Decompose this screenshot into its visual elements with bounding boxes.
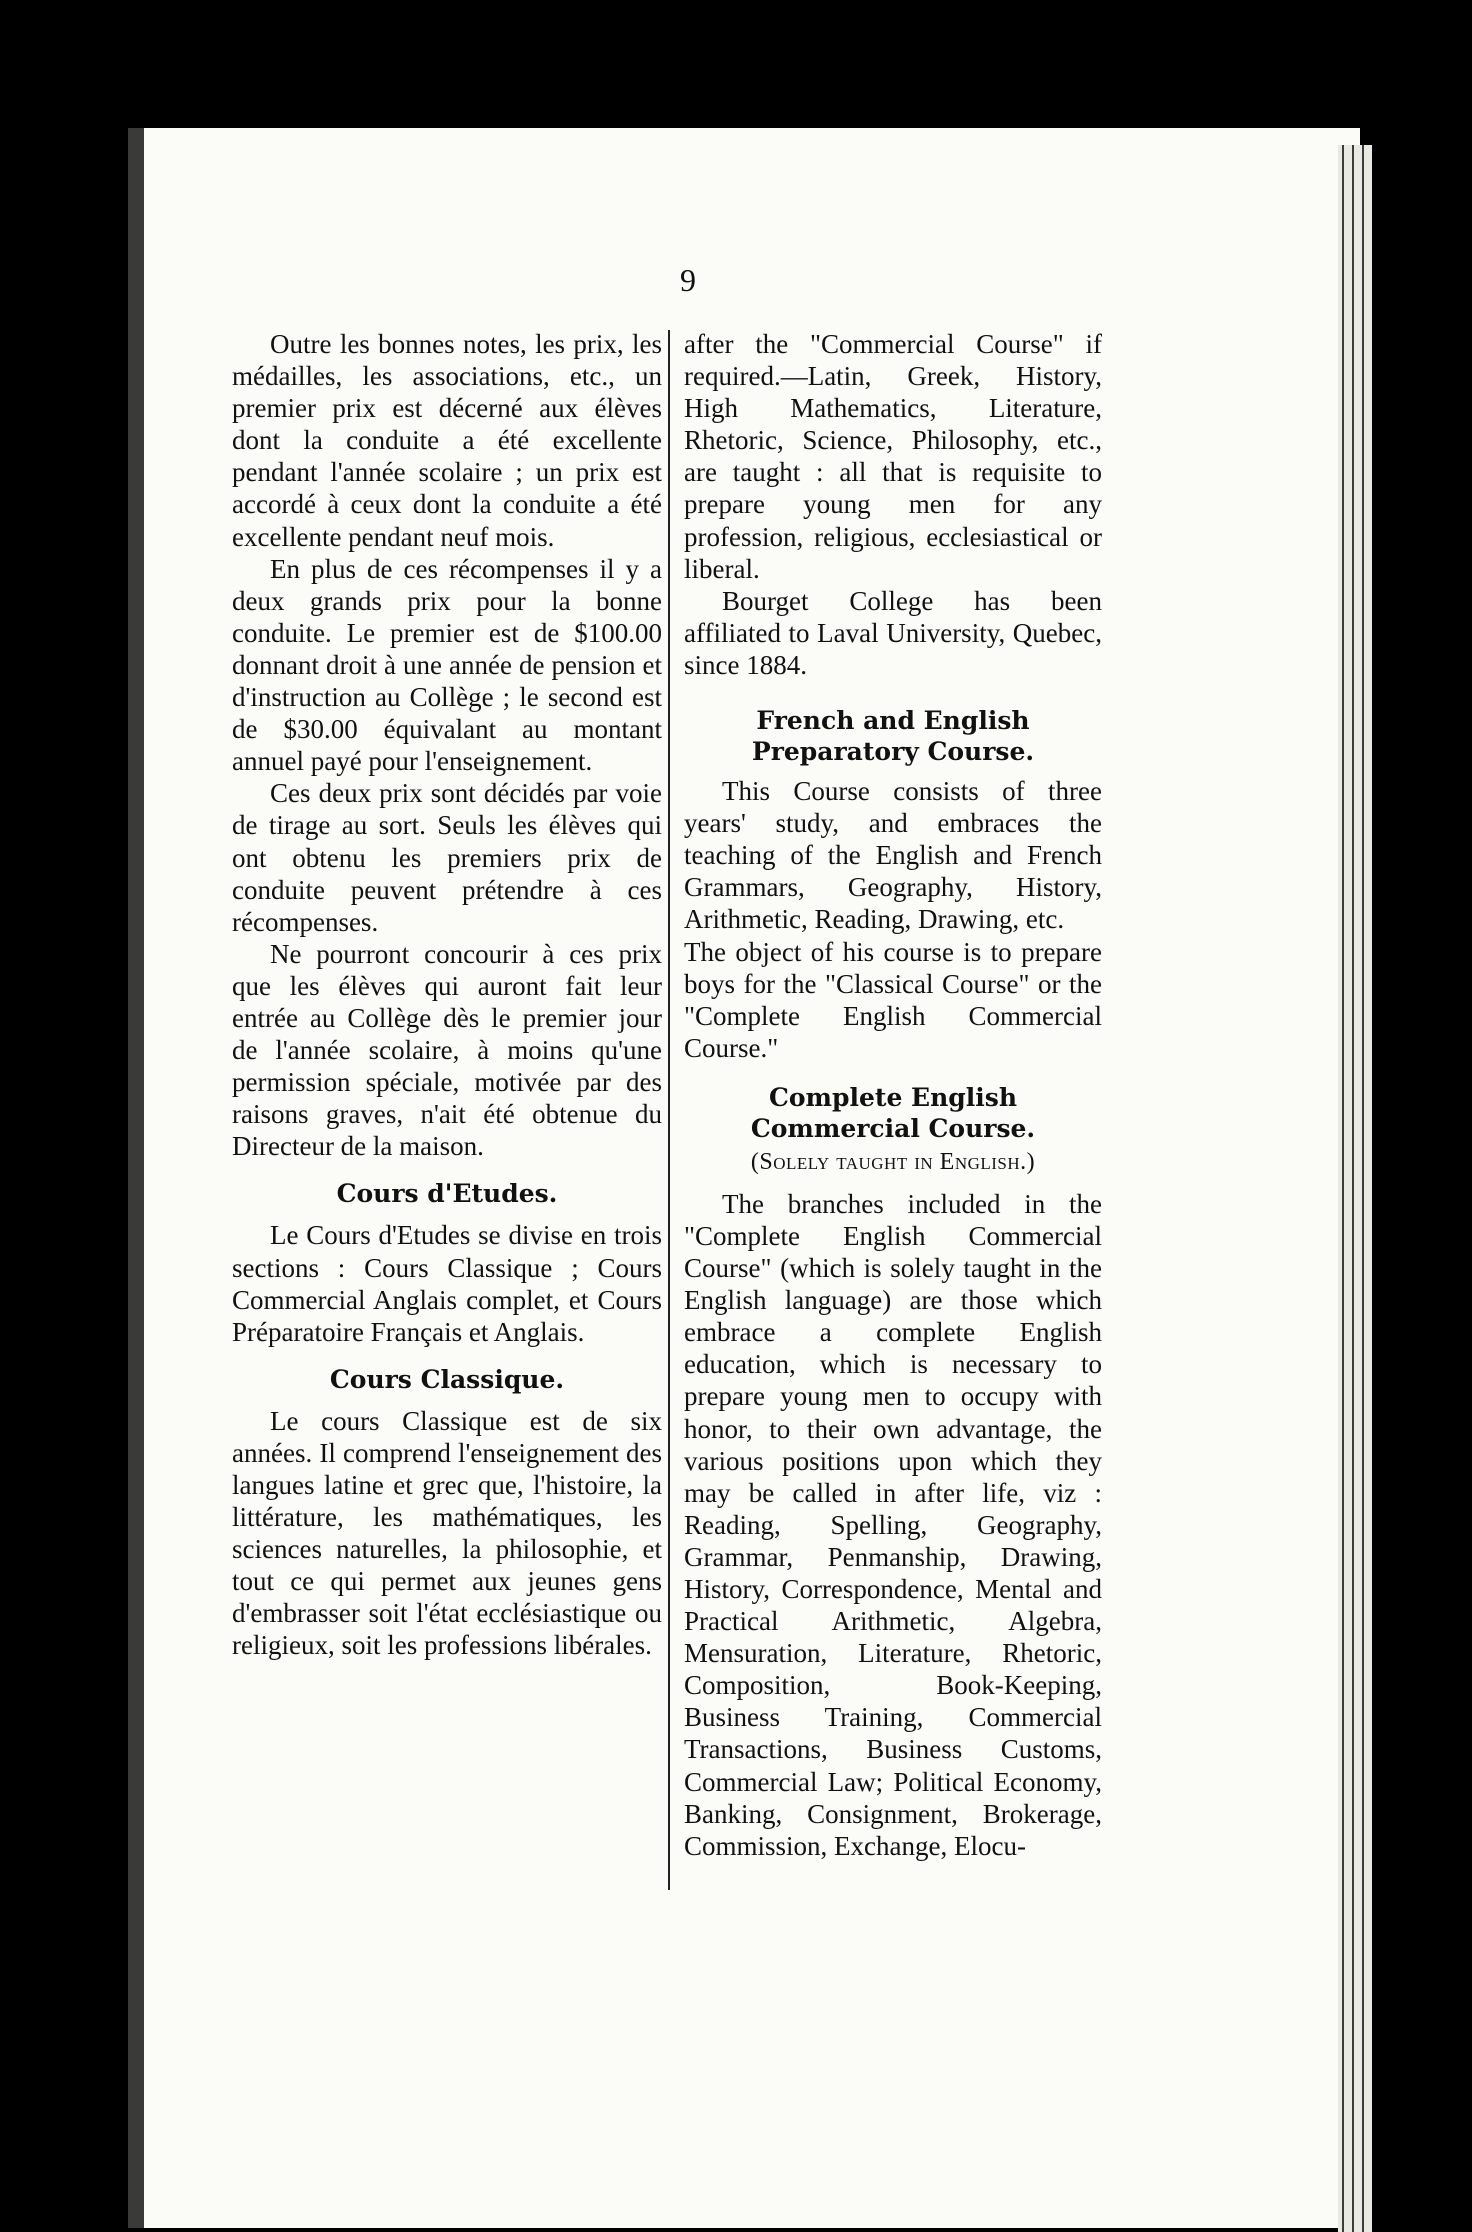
paragraph-branches: The branches included in the "Complete English Commercial Course" (which is solely taught in the English language) are those which embrace a complete English education, which is necessary to prepare young men to occupy with honor, to their own advantage, the various positions upon which they may be called in after life, viz : Reading, Spelling, Geography, Grammar, Penmanship, Drawing, History, Correspondence, Mental and Practical Arithmetic, Algebra, Mensuration, Literature, Rhetoric, Composition, Book-Keeping, Business Training, Commercial Transactions, Business Customs, Commercial Law; Political Economy, Banking, Consignment, Brokerage, Commission, Exchange, Elocu- [684,1188,1102,1861]
paragraph-continuation: after the "Commercial Course" if required.—Latin, Greek, History, High Mathematics, Literature, Rhetoric, Science, Philosophy, etc., are taught : all that is requisite to prepare young men for any profession, religious, ecclesiastical or liberal. [684,329,1102,584]
paragraph-course-object: The object of his course is to prepare boys for the "Classical Course" or the "Complete English Commercial Course." [684,936,1102,1063]
left-column [232,328,662,1662]
right-column [684,328,1102,1862]
heading-cours-classique: Cours Classique. [329,1364,565,1394]
heading-complete-english-course: Complete English Commercial Course. [750,1082,1036,1143]
paragraph-french-english-course: This Course consists of three years' study, and embraces the teaching of the English and French Grammars, Geography, History, Arithmetic, Reading, Drawing, etc. [684,776,1102,935]
paragraph-prizes: Outre les bonnes notes, les prix, les médailles, les associations, etc., un premier prix est décerné aux élèves dont la conduite a été excellente pendant l'année scolaire ; un prix est accordé à ceux dont la conduite a été excellente pendant neuf mois. [232,329,662,552]
paragraph-grand-prizes: En plus de ces récompenses il y a deux grands prix pour la bonne conduite. Le premier est de $100.00 donnant droit à une année de pension et d'instruction au Collège ; le second est de $30.00 équivalant au montant annuel payé pour l'enseignement. [232,553,662,777]
heading-french-english-course: French and English Preparatory Course. [751,706,1035,767]
heading-cours-etudes: Cours d'Etudes. [336,1179,558,1209]
page-right-edge [1338,145,1372,2232]
paragraph-draw: Ces deux prix sont décidés par voie de tirage au sort. Seuls les élèves qui ont obtenu les premiers prix de conduite peuvent prétendre à ces récompenses. [232,778,662,937]
paragraph-cours-etudes: Le Cours d'Etudes se divise en trois sections : Cours Classique ; Cours Commercial Anglais complet, et Cours Préparatoire Français et Anglais. [232,1220,662,1347]
paragraph-eligibility: Ne pourront concourir à ces prix que les élèves qui auront fait leur entrée au Collège dès le premier jour de l'année scolaire, à moins qu'une permission spéciale, motivée par des raisons graves, n'ait été obtenue du Directeur de la maison. [232,938,662,1162]
column-divider [668,330,670,1890]
paragraph-cours-classique: Le cours Classique est de six années. Il comprend l'enseignement des langues latine et grec que, l'histoire, la littérature, les mathématiques, les sciences naturelles, la philosophie, et tout ce qui permet aux jeunes gens d'embrasser soit l'état ecclésiastique ou religieux, soit les professions libérales. [232,1405,662,1661]
paragraph-affiliation: Bourget College has been affiliated to Laval University, Quebec, since 1884. [684,585,1102,680]
subheading-solely-english: (Solely taught in English.) [750,1148,1036,1175]
page-left-edge [128,128,144,2228]
page-number: 9 [680,262,696,298]
